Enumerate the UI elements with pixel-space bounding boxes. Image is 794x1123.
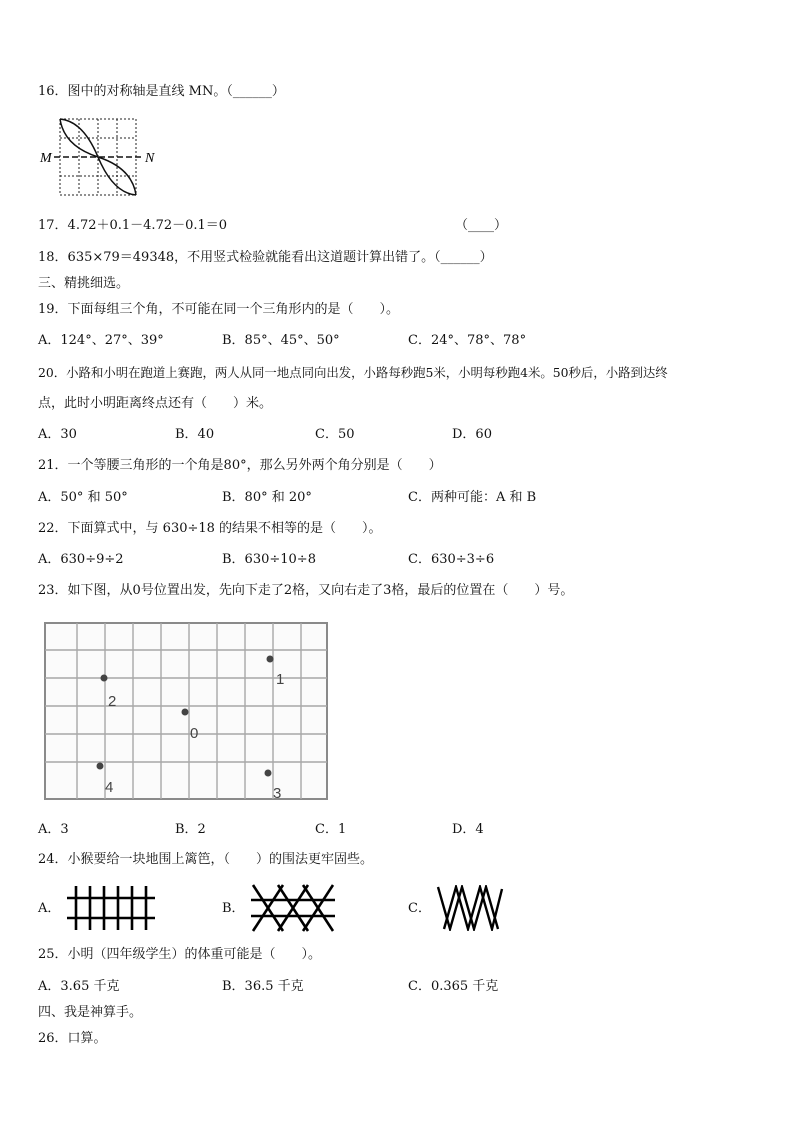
q25-option-b[interactable]: B．36.5 千克 (222, 979, 304, 994)
q23-point-4 (97, 763, 104, 770)
q23-point-0 (182, 709, 189, 716)
section4-title: 四、我是神算手。 (38, 1005, 143, 1020)
q23-option-a[interactable]: A．3 (38, 822, 69, 837)
q23-option-c[interactable]: C．1 (315, 822, 347, 837)
q24-option-a[interactable]: A． (38, 901, 61, 916)
q19-text: 19．下面每组三个角，不可能在同一个三角形内的是（ ）。 (38, 302, 400, 317)
q25-text: 25．小明（四年级学生）的体重可能是（ ）。 (38, 947, 322, 962)
q21-text: 21．一个等腰三角形的一个角是80°，那么另外两个角分别是（ ） (38, 458, 442, 473)
q21-option-c[interactable]: C．两种可能：A 和 B (408, 490, 537, 505)
q20-option-a[interactable]: A．30 (38, 427, 77, 442)
q25-option-c[interactable]: C．0.365 千克 (408, 979, 499, 994)
q26-text: 26．口算。 (38, 1031, 107, 1046)
q21-option-a[interactable]: A．50° 和 50° (38, 490, 128, 505)
q22-option-c[interactable]: C．630÷3÷6 (408, 552, 495, 567)
q19-option-b[interactable]: B．85°、45°、50° (222, 333, 340, 348)
q16-text: 16．图中的对称轴是直线 MN。（______） (38, 84, 285, 99)
q19-option-c[interactable]: C．24°、78°、78° (408, 333, 527, 348)
q23-point-1 (267, 656, 274, 663)
q23-label-2: 2 (108, 693, 117, 710)
q20-option-b[interactable]: B．40 (175, 427, 215, 442)
q20-text-line2: 点，此时小明距离终点还有（ ）米。 (38, 396, 273, 411)
q23-point-2 (101, 675, 108, 682)
q25-option-a[interactable]: A．3.65 千克 (38, 979, 120, 994)
q23-option-d[interactable]: D．4 (452, 822, 484, 837)
q24-fence-a[interactable] (66, 885, 156, 931)
q16-label-m: M (40, 151, 52, 166)
q20-option-d[interactable]: D．60 (452, 427, 492, 442)
q18-text: 18．635×79＝49348，不用竖式检验就能看出这道题计算出错了。（______） (38, 250, 493, 265)
q24-fence-c[interactable] (436, 885, 504, 931)
q22-option-a[interactable]: A．630÷9÷2 (38, 552, 124, 567)
q23-label-0: 0 (190, 725, 199, 742)
q20-option-c[interactable]: C．50 (315, 427, 355, 442)
q17-blank[interactable]: （____） (455, 218, 508, 233)
q23-label-3: 3 (273, 785, 282, 802)
q16-figure (38, 116, 168, 198)
q24-option-c[interactable]: C． (408, 901, 431, 916)
q22-option-b[interactable]: B．630÷10÷8 (222, 552, 316, 567)
q23-option-b[interactable]: B．2 (175, 822, 206, 837)
q21-option-b[interactable]: B．80° 和 20° (222, 490, 312, 505)
q22-text: 22．下面算式中，与 630÷18 的结果不相等的是（ ）。 (38, 521, 382, 536)
q17-text: 17．4.72＋0.1－4.72－0.1＝0 (38, 218, 228, 233)
q23-text: 23．如下图，从0号位置出发，先向下走了2格，又向右走了3格，最后的位置在（ ）号。 (38, 583, 574, 598)
q23-label-4: 4 (105, 779, 114, 796)
q24-text: 24．小猴要给一块地围上篱笆，（ ）的围法更牢固些。 (38, 852, 374, 867)
q23-grid-figure (42, 620, 332, 804)
q16-label-n: N (145, 151, 155, 166)
q20-text-line1: 20．小路和小明在跑道上赛跑，两人从同一地点同向出发，小路每秒跑5米，小明每秒跑4米。50秒后，小路到达终 (38, 365, 668, 380)
q24-fence-b[interactable] (250, 883, 336, 933)
q23-label-1: 1 (276, 671, 285, 688)
section3-title: 三、精挑细选。 (38, 276, 130, 291)
q19-option-a[interactable]: A．124°、27°、39° (38, 333, 164, 348)
q23-point-3 (265, 770, 272, 777)
q24-option-b[interactable]: B． (222, 901, 245, 916)
